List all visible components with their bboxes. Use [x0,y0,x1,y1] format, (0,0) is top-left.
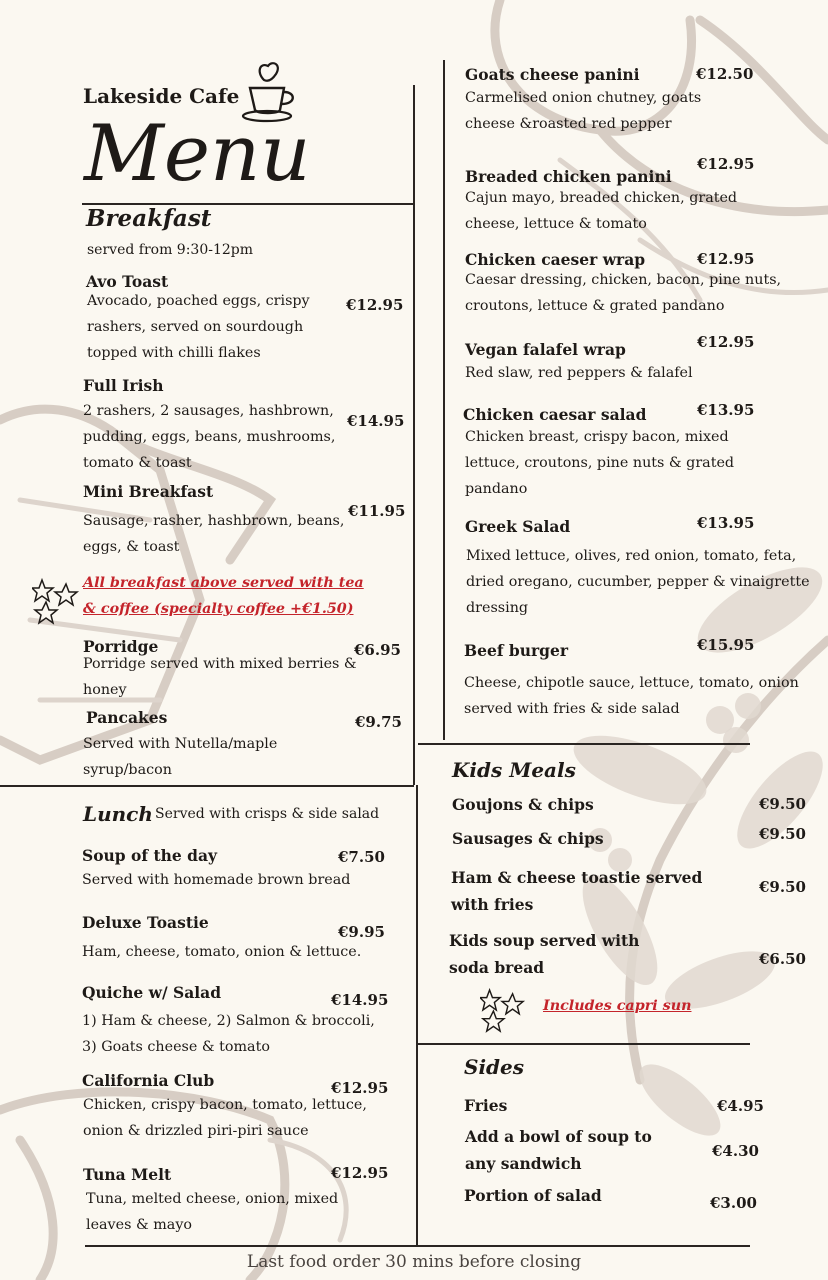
item-price: €4.30 [712,1142,759,1160]
kids-title: Kids Meals [452,758,576,782]
divider-kids-top [418,743,750,745]
item-name: Kids soup served with soda bread [449,931,640,977]
item-name: Greek Salad [465,517,571,536]
item-name: Beef burger [464,641,569,660]
item-desc: Served with homemade brown bread [82,872,351,888]
item-price: €4.95 [717,1097,764,1115]
item-price: €12.95 [331,1164,389,1182]
item-price: €9.50 [759,878,806,896]
item-desc: Served with Nutella/maple syrup/bacon [83,736,278,778]
item-name: Chicken caeser wrap [465,250,646,269]
item-name: Breaded chicken panini [465,167,672,186]
item-desc: Carmelised onion chutney, goats cheese &roasted red pepper [465,90,702,132]
item-desc: Cheese, chipotle sauce, lettuce, tomato, onion served with fries & side salad [464,675,799,717]
item-price: €14.95 [347,412,405,430]
item-name: Avo Toast [86,272,169,291]
item-price: €6.50 [759,950,806,968]
item-price: €11.95 [348,502,406,520]
item-price: €6.95 [354,641,401,659]
item-desc: Tuna, melted cheese, onion, mixed leaves & mayo [86,1191,339,1233]
item-desc: Porridge served with mixed berries & honey [83,656,357,698]
item-name: Full Irish [83,376,164,395]
breakfast-served-time: served from 9:30-12pm [87,242,254,258]
item-name: Soup of the day [82,846,218,865]
item-price: €7.50 [338,848,385,866]
item-desc: Mixed lettuce, olives, red onion, tomato, feta, dried oregano, cucumber, pepper & vinaigrette dressing [466,548,810,616]
divider-lunch-top [0,785,414,787]
item-price: €14.95 [331,991,389,1009]
item-desc: Red slaw, red peppers & falafel [465,365,693,381]
divider-sides-top [418,1043,750,1045]
footer-note: Last food order 30 mins before closing [246,1252,582,1272]
item-desc: Ham, cheese, tomato, onion & lettuce. [82,944,362,960]
cafe-name: Lakeside Cafe [83,84,240,108]
sides-title: Sides [464,1055,525,1079]
item-name: Pancakes [86,708,168,727]
item-name: Vegan falafel wrap [465,340,626,359]
item-desc: Avocado, poached eggs, crispy rashers, served on sourdough topped with chilli flakes [87,293,310,361]
item-price: €3.00 [710,1194,757,1212]
stars-icon [32,578,80,628]
item-price: €9.50 [759,825,806,843]
item-price: €12.95 [697,250,755,268]
item-price: €12.95 [697,155,755,173]
menu-title: Menu [84,109,311,199]
kids-note: Includes capri sun [543,998,692,1014]
item-price: €15.95 [697,636,755,654]
lunch-served-with: Served with crisps & side salad [155,806,380,822]
breakfast-note: All breakfast above served with tea & coffee (specialty coffee +€1.50) [83,575,364,617]
item-name: Portion of salad [464,1186,602,1205]
item-desc: 2 rashers, 2 sausages, hashbrown, pudding, eggs, beans, mushrooms, tomato & toast [83,403,336,471]
item-price: €12.95 [697,333,755,351]
item-price: €13.95 [697,401,755,419]
item-desc: Chicken, crispy bacon, tomato, lettuce, onion & drizzled piri-piri sauce [83,1097,367,1139]
item-price: €9.95 [338,923,385,941]
item-price: €12.95 [331,1079,389,1097]
divider-vertical-center [416,785,418,1245]
item-name: Tuna Melt [83,1165,172,1184]
item-name: Add a bowl of soup to any sandwich [465,1127,652,1173]
item-desc: 1) Ham & cheese, 2) Salmon & broccoli, 3) Goats cheese & tomato [82,1013,375,1055]
item-name: Fries [464,1096,508,1115]
divider-vertical-left [413,85,415,785]
item-name: Porridge [83,637,159,656]
item-desc: Chicken breast, crispy bacon, mixed lettuce, croutons, pine nuts & grated pandano [465,429,735,497]
item-desc: Cajun mayo, breaded chicken, grated cheese, lettuce & tomato [465,190,738,232]
item-price: €12.50 [696,65,754,83]
item-name: Deluxe Toastie [82,913,209,932]
lunch-title: Lunch [83,802,153,826]
breakfast-title: Breakfast [86,205,212,232]
stars-icon [480,988,526,1036]
item-price: €13.95 [697,514,755,532]
item-price: €12.95 [346,296,404,314]
item-name: Chicken caesar salad [463,405,647,424]
item-name: Sausages & chips [452,829,604,848]
item-desc: Caesar dressing, chicken, bacon, pine nuts, croutons, lettuce & grated pandano [465,272,782,314]
item-name: Goujons & chips [452,795,594,814]
item-price: €9.50 [759,795,806,813]
item-desc: Sausage, rasher, hashbrown, beans, eggs, & toast [83,513,345,555]
divider-footer-top [85,1245,750,1247]
item-name: Goats cheese panini [465,65,640,84]
divider-vertical-right [443,60,445,740]
item-name: California Club [82,1071,215,1090]
item-name: Mini Breakfast [83,482,214,501]
item-price: €9.75 [355,713,402,731]
item-name: Quiche w/ Salad [82,983,222,1002]
item-name: Ham & cheese toastie served with fries [451,868,703,914]
